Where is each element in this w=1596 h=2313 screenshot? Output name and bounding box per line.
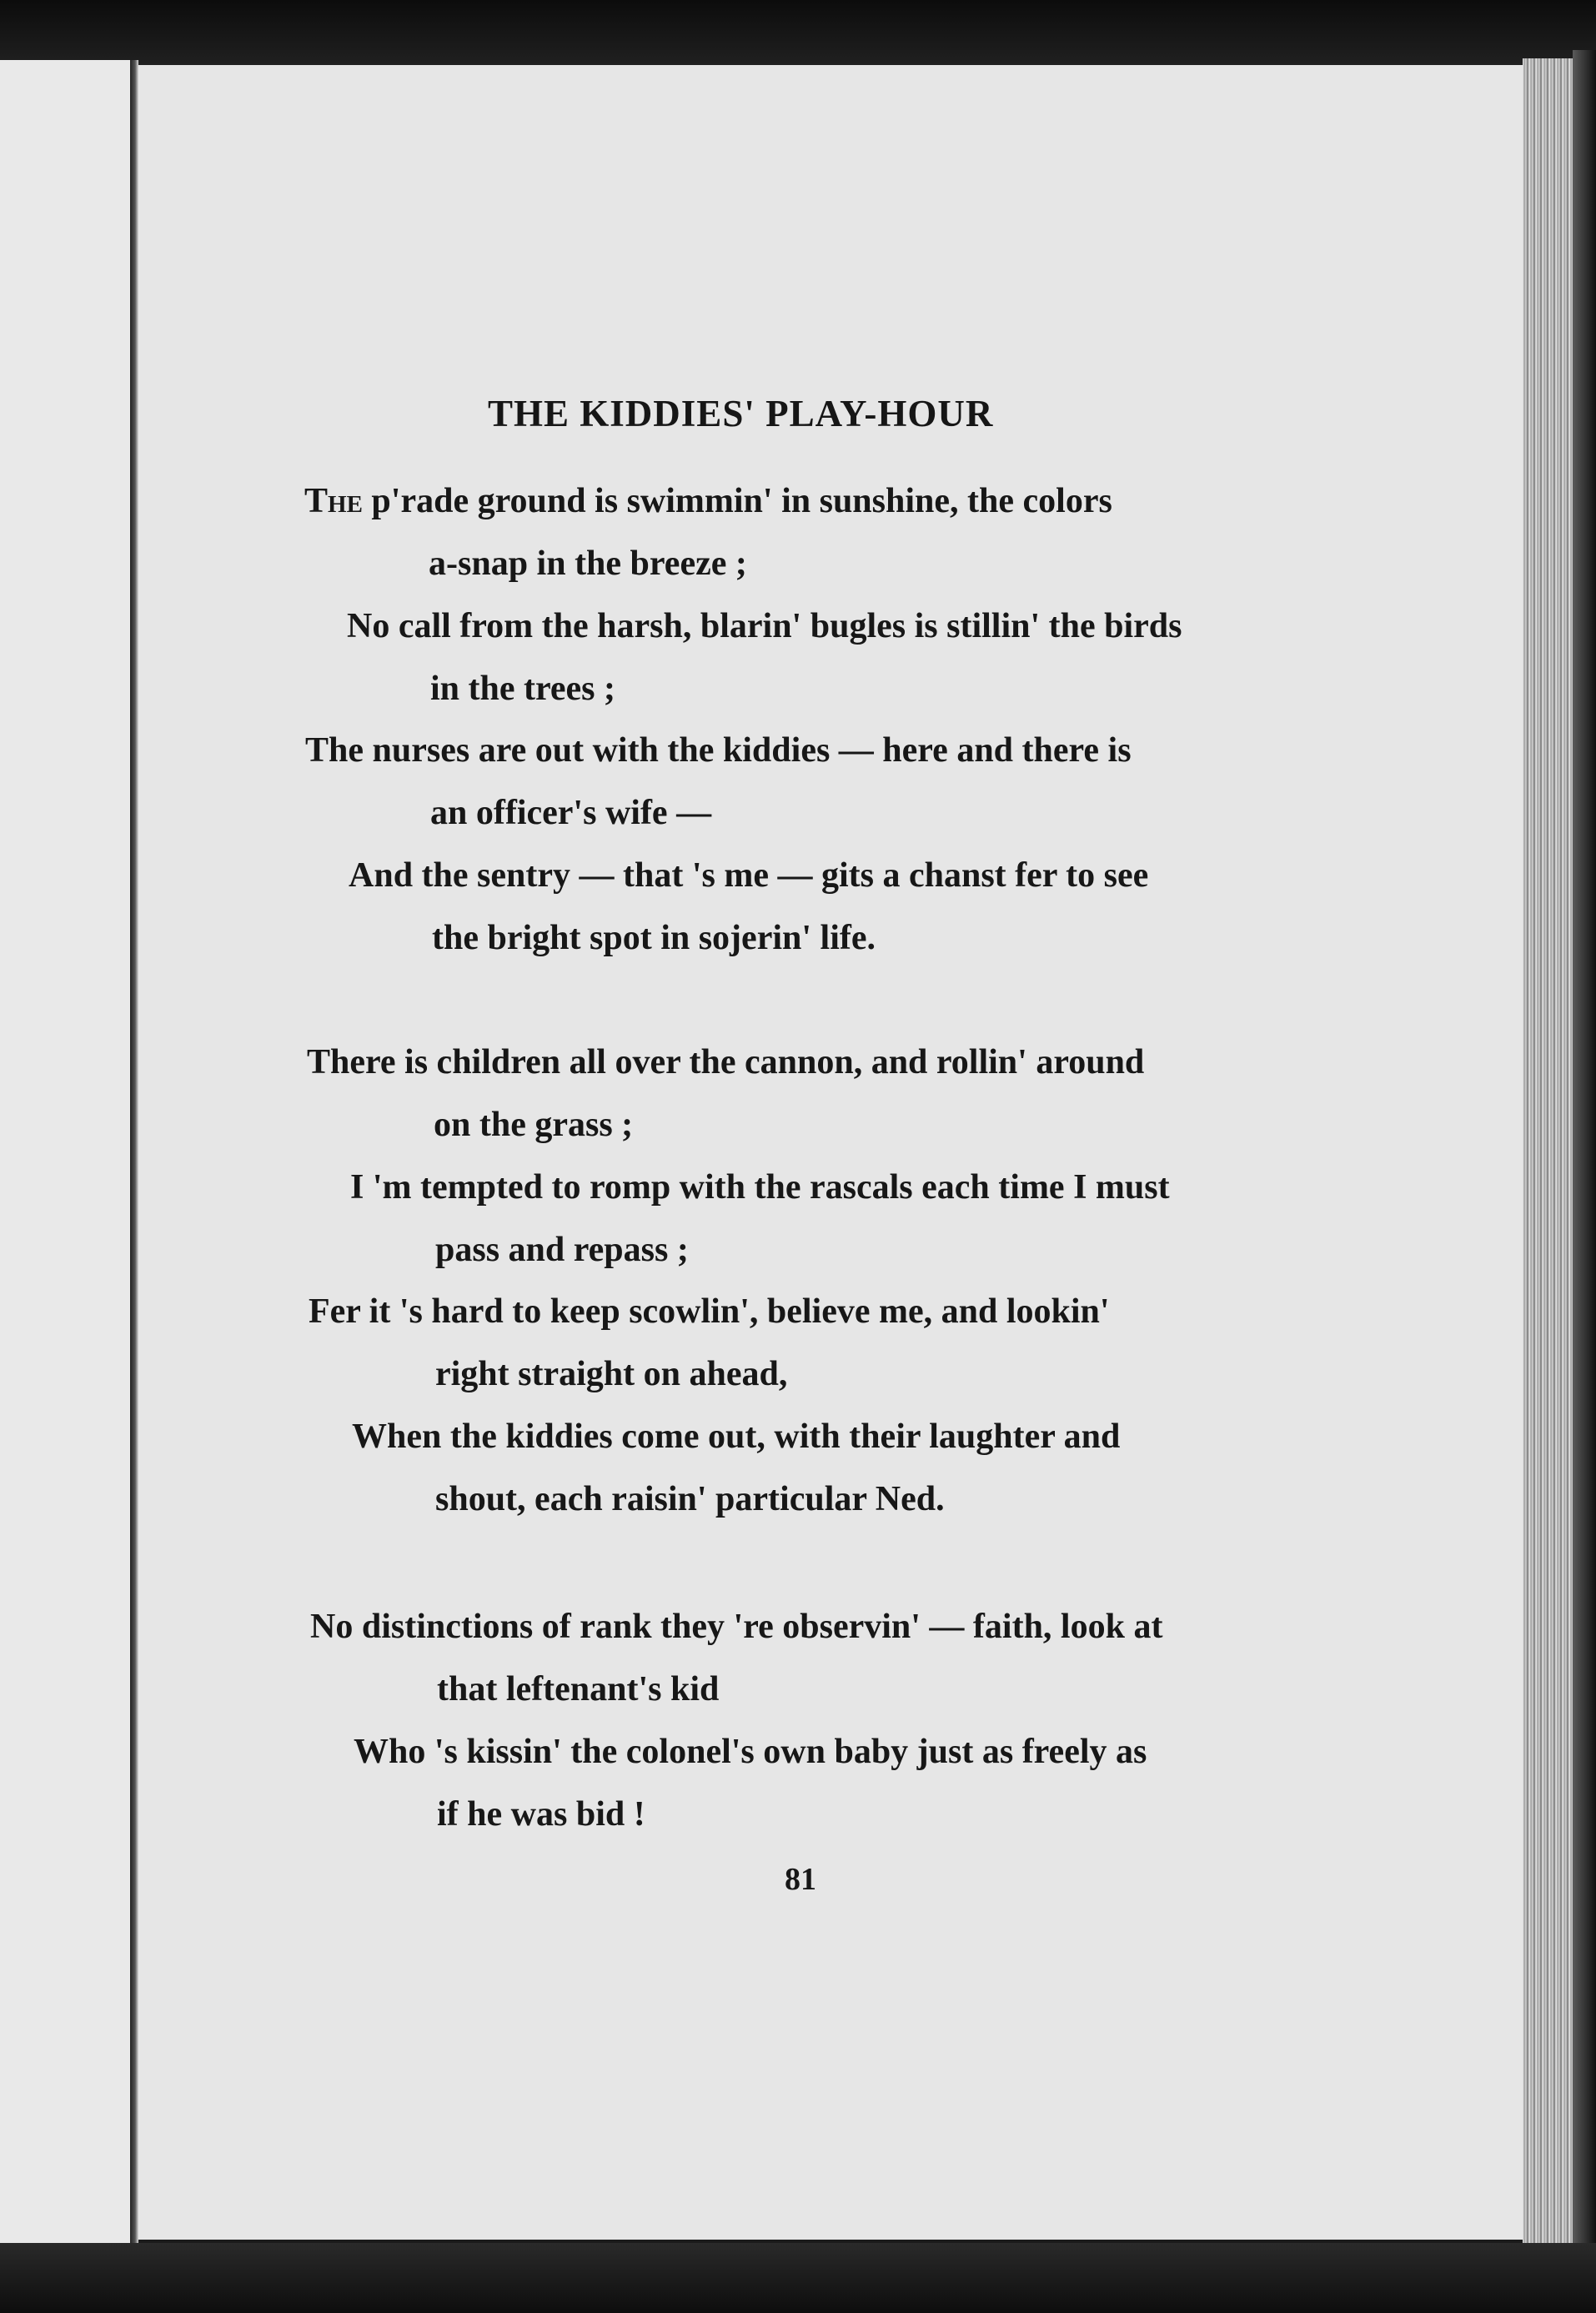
poem-line: When the kiddies come out, with their laughter and (352, 1417, 1121, 1456)
poem-line-text: p'rade ground is swimmin' in sunshine, the colors (362, 482, 1112, 520)
poem-line: on the grass ; (434, 1106, 634, 1144)
poem-line: shout, each raisin' particular Ned. (435, 1480, 945, 1518)
left-page-edge (0, 60, 132, 2243)
poem-line: There is children all over the cannon, and rollin' around (307, 1043, 1145, 1081)
poem-line: that leftenant's kid (437, 1670, 720, 1708)
poem-line: pass and repass ; (435, 1231, 689, 1269)
poem-line: Who 's kissin' the colonel's own baby just as freely as (354, 1733, 1147, 1771)
bottom-shadow (0, 2243, 1596, 2313)
poem-line: No call from the harsh, blarin' bugles is stillin' the birds (347, 607, 1182, 645)
page-number: 81 (785, 1862, 816, 1897)
poem-line: The nurses are out with the kiddies — here and there is (305, 731, 1132, 770)
poem-line (304, 481, 1112, 521)
poem-line: Fer it 's hard to keep scowlin', believe me, and lookin' (309, 1292, 1110, 1331)
poem-title: THE KIDDIES' PLAY-HOUR (488, 393, 994, 434)
poem-line: right straight on ahead, (435, 1355, 788, 1393)
poem-line: in the trees ; (430, 670, 615, 708)
poem-line: I 'm tempted to romp with the rascals each time I must (350, 1168, 1170, 1207)
poem-line: And the sentry — that 's me — gits a chanst fer to see (349, 856, 1149, 895)
poem-line: a-snap in the breeze ; (429, 544, 747, 583)
dropcap-word: The (304, 482, 363, 520)
right-edge-shadow (1573, 50, 1596, 2268)
poem-line: if he was bid ! (437, 1795, 645, 1834)
page-edges-texture (1523, 58, 1573, 2260)
poem-line: an officer's wife — (430, 794, 712, 832)
top-shadow (0, 0, 1596, 65)
poem-line: the bright spot in sojerin' life. (432, 919, 876, 957)
poem-line: No distinctions of rank they 're observin' — faith, look at (310, 1608, 1163, 1646)
book-gutter (130, 60, 138, 2245)
